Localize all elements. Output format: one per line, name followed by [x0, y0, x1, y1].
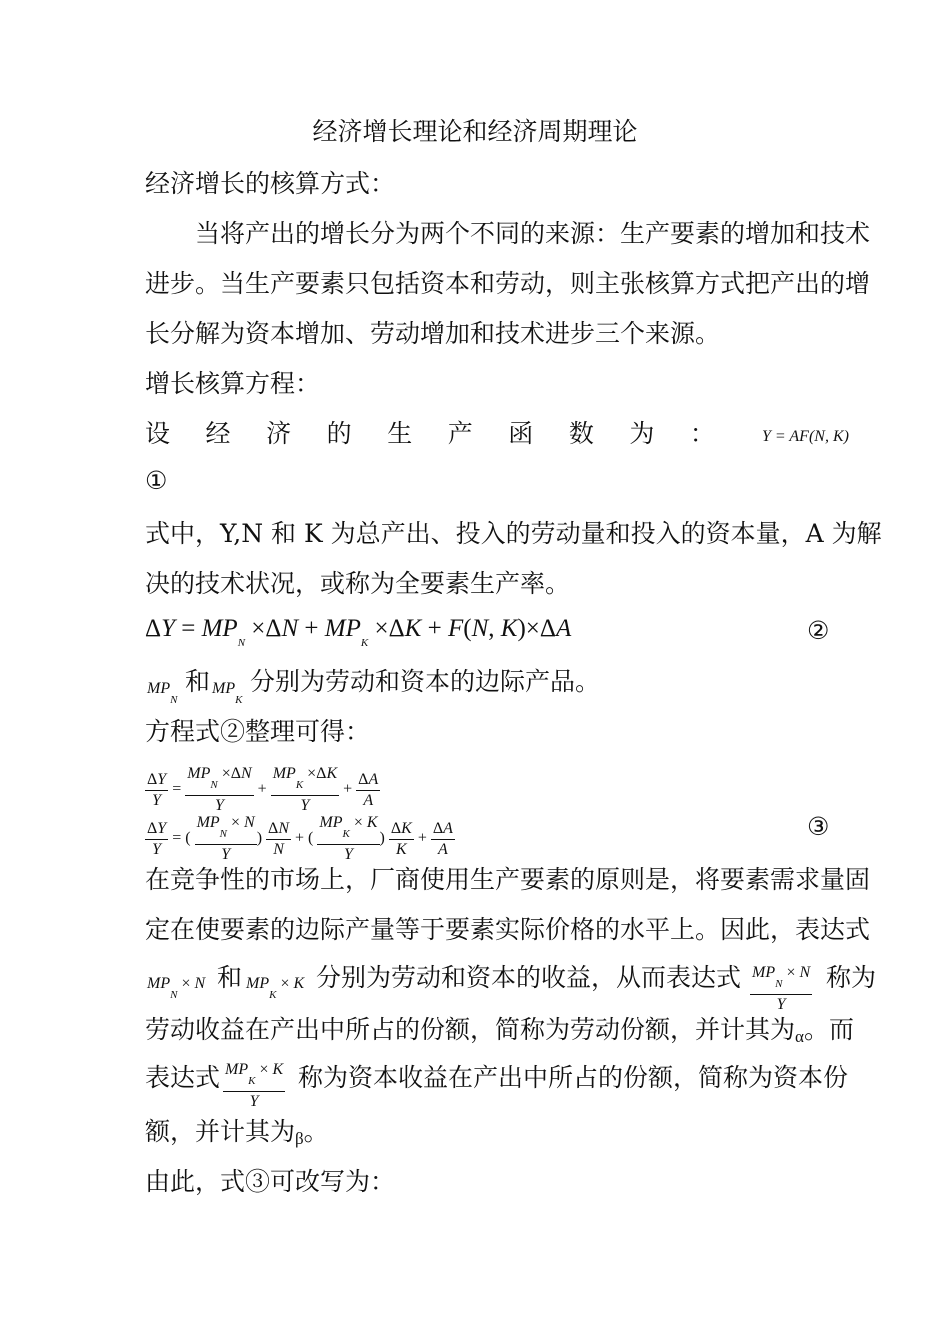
production-function-label: [145, 418, 715, 450]
label-char: ：: [689, 419, 715, 448]
paragraph-line: 分别为劳动和资本的收益，从而表达式: [316, 963, 742, 992]
connector-text: 和: [217, 963, 243, 992]
equation-fraction-form: $\frac{\Delta Y}{Y}$ = $\frac{MP_N \times\Delta N}{Y}$ + $\frac{MP_K \times\Delta K}{Y}$ + $\frac{\Delta A}{A}$: [147, 765, 379, 814]
paragraph-line: [145, 1014, 854, 1053]
paragraph-line: 长分解为资本增加、劳动增加和技术进步三个来源。: [145, 319, 721, 348]
labor-income-expression: $MP_N \times N$: [147, 975, 206, 1001]
paragraph-line: 称为: [826, 963, 877, 992]
label-char: 函: [508, 419, 534, 448]
text-span: 额，并计其为: [145, 1117, 296, 1146]
paragraph-line: 称为资本收益在产出中所占的份额，简称为资本份: [298, 1063, 849, 1092]
text-span: 。而: [803, 1015, 854, 1044]
label-char: 产: [447, 419, 473, 448]
label-char: 为: [629, 419, 655, 448]
beta-symbol: β: [295, 1129, 304, 1148]
equation-2: $\Delta Y = MP_N \times\Delta N + MP_K \times\Delta K + F(N$, K)×ΔA: [145, 615, 572, 649]
alpha-symbol: α: [795, 1027, 804, 1046]
text-span: 。: [303, 1117, 329, 1146]
capital-share-fraction: $\frac{MP_K \times K}{Y}$: [225, 1061, 284, 1110]
connector-text: 和: [185, 667, 211, 696]
label-char: 济: [266, 419, 292, 448]
mp-k-symbol: $MP_K$: [212, 680, 243, 706]
equation-number: ①: [145, 466, 168, 495]
paragraph-line: 当将产出的增长分为两个不同的来源：生产要素的增加和技术: [195, 219, 871, 248]
section-heading: 由此，式③可改写为：: [145, 1167, 396, 1196]
label-char: 设: [145, 419, 171, 448]
paragraph-line: 定在使要素的边际产量等于要素实际价格的水平上。因此，表达式: [145, 915, 871, 944]
equation-number: ②: [807, 616, 830, 645]
paragraph-line: [145, 1116, 329, 1155]
equation-number: ③: [807, 812, 830, 841]
paragraph-line: 在竞争性的市场上，厂商使用生产要素的原则是，将要素需求量固: [145, 865, 871, 894]
paragraph-line: 决的技术状况，或称为全要素生产率。: [145, 569, 571, 598]
equation-3: $\frac{\Delta Y}{Y}$ = ( $\frac{MP_N \times N}{Y}$ ) $\frac{\Delta N}{N}$ + ( $\frac{MP_K \times K}{Y}$ ) $\frac{\Delta K}{K}$ + $\frac{\Delta A}{A}$: [147, 814, 453, 863]
document-title: 经济增长理论和经济周期理论: [312, 117, 638, 146]
text-span: 劳动收益在产出中所占的份额，简称为劳动份额，并计其为: [145, 1015, 796, 1044]
paragraph-line: 表达式: [145, 1063, 221, 1092]
production-function-formula: Y = AF(N, K): [762, 428, 849, 445]
label-char: 经: [205, 419, 231, 448]
label-char: 的: [326, 419, 352, 448]
label-char: 生: [387, 419, 413, 448]
mp-n-symbol: $MP_N$: [147, 680, 178, 706]
capital-income-expression: $MP_K \times K$: [246, 975, 305, 1001]
paragraph-line: 分别为劳动和资本的边际产品。: [250, 667, 601, 696]
section-heading: 经济增长的核算方式：: [145, 169, 396, 198]
paragraph-line: 进步。当生产要素只包括资本和劳动，则主张核算方式把产出的增: [145, 269, 871, 298]
section-heading: 方程式②整理可得：: [145, 717, 371, 746]
labor-share-fraction: $\frac{MP_N \times N}{Y}$: [752, 964, 811, 1013]
section-heading: 增长核算方程：: [145, 369, 321, 398]
label-char: 数: [568, 419, 594, 448]
paragraph-line: 式中，Y,N 和 K 为总产出、投入的劳动量和投入的资本量，A 为解: [145, 519, 882, 548]
